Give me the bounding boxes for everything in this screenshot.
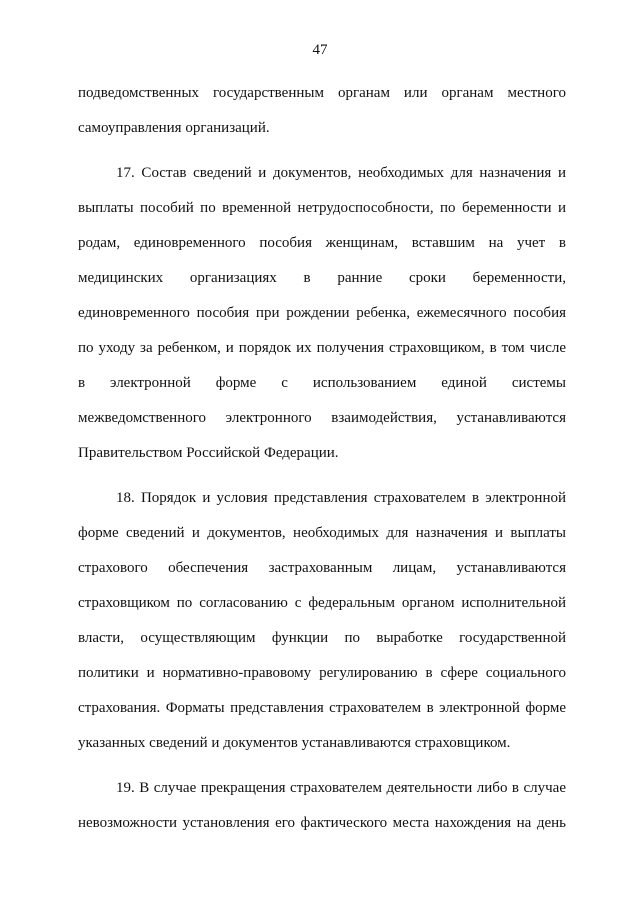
paragraph-18 bbox=[78, 481, 566, 761]
text-line: Правительством Российской Федерации. bbox=[78, 445, 339, 461]
text-line: страховщиком по согласованию с федеральным органом исполнительной bbox=[78, 595, 566, 611]
text-line: подведомственных государственным органам или органам местного bbox=[78, 85, 566, 101]
text-line: 18. Порядок и условия представления страхователем в электронной bbox=[116, 490, 566, 506]
text-line: политики и нормативно-правовому регулированию в сфере социального bbox=[78, 665, 566, 681]
text-line: по уходу за ребенком, и порядок их получения страховщиком, в том числе bbox=[78, 340, 566, 356]
text-line: единовременного пособия при рождении ребенка, ежемесячного пособия bbox=[78, 305, 566, 321]
text-line: медицинских организациях в ранние сроки беременности, bbox=[78, 270, 566, 286]
text-line: самоуправления организаций. bbox=[78, 120, 270, 136]
paragraph-continuation bbox=[78, 76, 566, 146]
text-line: 17. Состав сведений и документов, необходимых для назначения и bbox=[116, 165, 566, 181]
text-line: в электронной форме с использованием единой системы bbox=[78, 375, 566, 391]
paragraph-19 bbox=[78, 771, 566, 841]
page-number: 47 bbox=[312, 42, 328, 58]
text-line: 19. В случае прекращения страхователем деятельности либо в случае bbox=[116, 780, 566, 796]
text-line: страхового обеспечения застрахованным лицам, устанавливаются bbox=[78, 560, 566, 576]
text-line: родам, единовременного пособия женщинам, вставшим на учет в bbox=[78, 235, 566, 251]
text-line: выплаты пособий по временной нетрудоспособности, по беременности и bbox=[78, 200, 566, 216]
text-line: власти, осуществляющим функции по выработке государственной bbox=[78, 630, 566, 646]
paragraph-17 bbox=[78, 156, 566, 471]
text-line: форме сведений и документов, необходимых для назначения и выплаты bbox=[78, 525, 566, 541]
text-line: страхования. Форматы представления страхователем в электронной форме bbox=[78, 700, 566, 716]
document-body bbox=[78, 76, 566, 841]
text-line: межведомственного электронного взаимодействия, устанавливаются bbox=[78, 410, 566, 426]
text-line: указанных сведений и документов устанавливаются страховщиком. bbox=[78, 735, 511, 751]
text-line: невозможности установления его фактического места нахождения на день bbox=[78, 815, 566, 831]
